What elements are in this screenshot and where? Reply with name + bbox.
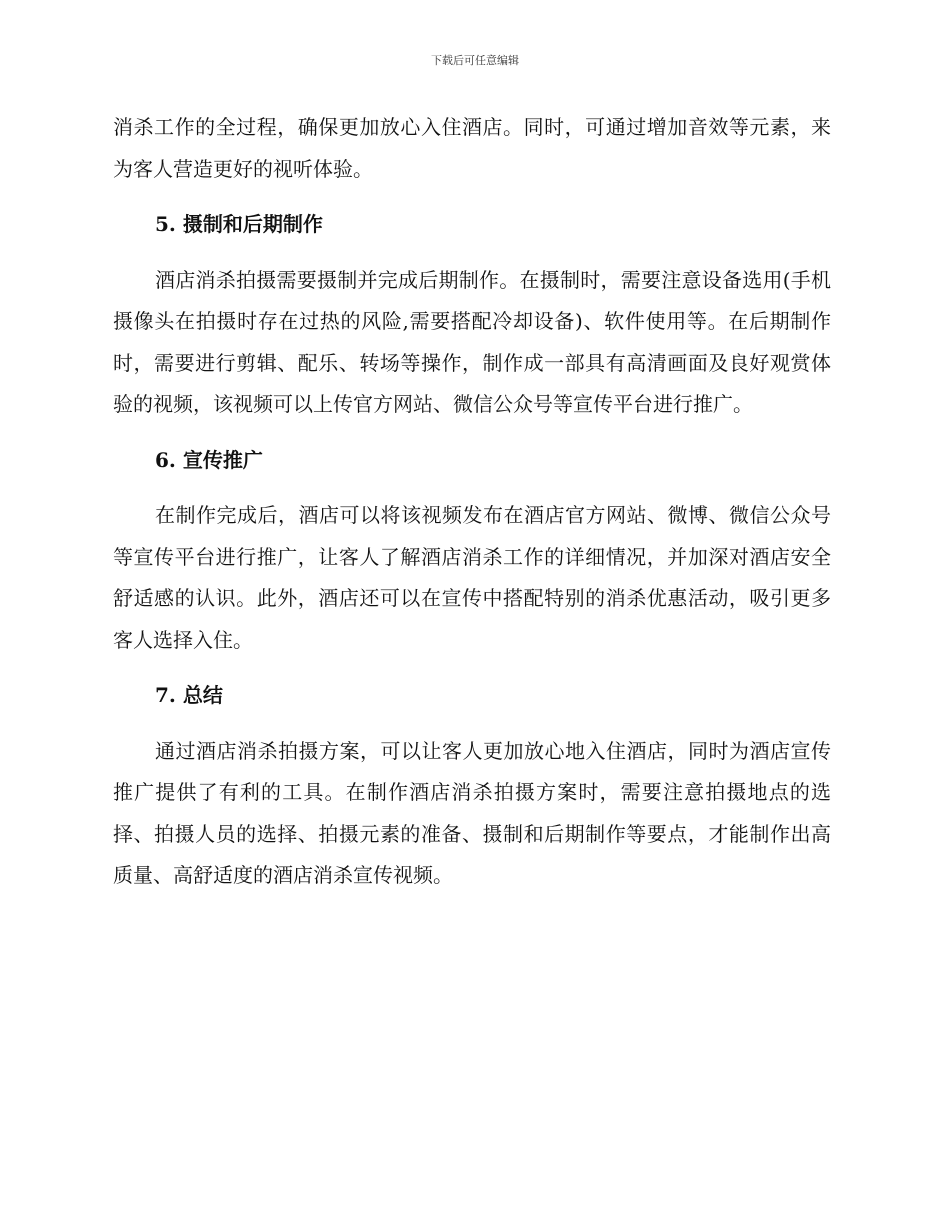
section-paragraph-7: 通过酒店消杀拍摄方案，可以让客人更加放心地入住酒店，同时为酒店宣传推广提供了有利的工具。在制作酒店消杀拍摄方案时，需要注意拍摄地点的选择、拍摄人员的选择、拍摄元素的准备、摄制和后期制作等要点，才能制作出高质量、高舒适度的酒店消杀宣传视频。 [113, 738, 831, 887]
section-heading-5: 5. 摄制和后期制作 [155, 212, 323, 236]
section-heading-7: 7. 总结 [155, 683, 223, 707]
section-paragraph-5: 酒店消杀拍摄需要摄制并完成后期制作。在摄制时，需要注意设备选用(手机摄像头在拍摄时存在过热的风险,需要搭配冷却设备)、软件使用等。在后期制作时，需要进行剪辑、配乐、转场等操作，制作成一部具有高清画面及良好观赏体验的视频，该视频可以上传官方网站、微信公众号等宣传平台进行推广。 [113, 267, 831, 416]
section-paragraph-6: 在制作完成后，酒店可以将该视频发布在酒店官方网站、微博、微信公众号等宣传平台进行推广，让客人了解酒店消杀工作的详细情况，并加深对酒店安全舒适感的认识。此外，酒店还可以在宣传中搭配特别的消杀优惠活动，吸引更多客人选择入住。 [113, 503, 831, 652]
section-heading-6: 6. 宣传推广 [155, 447, 263, 472]
intro-paragraph: 消杀工作的全过程，确保更加放心入住酒店。同时，可通过增加音效等元素，来为客人营造更好的视听体验。 [113, 115, 831, 181]
page-header: 下载后可任意编辑 [431, 54, 519, 67]
document-body [113, 107, 831, 897]
